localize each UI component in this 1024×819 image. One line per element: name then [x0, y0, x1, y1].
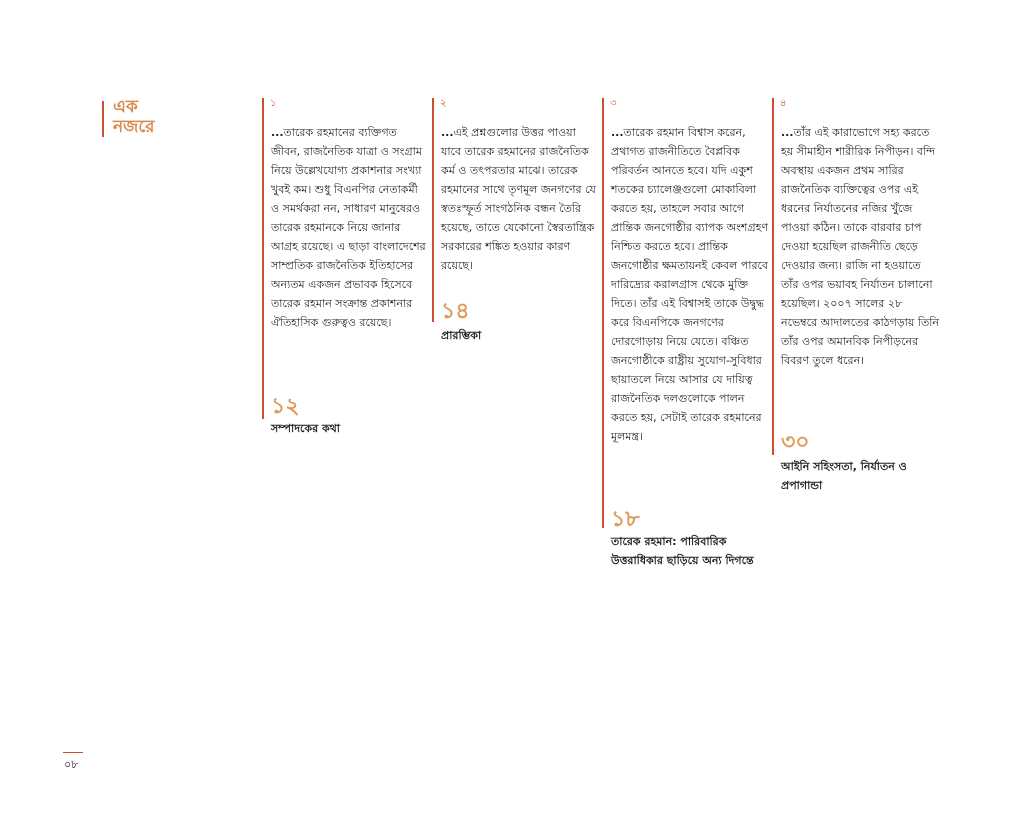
column-excerpt: [271, 123, 429, 332]
excerpt-ellipsis: ...: [441, 126, 454, 139]
column-number: ৩: [610, 98, 617, 109]
column-excerpt: [781, 123, 939, 370]
excerpt-text: এই প্রশ্নগুলোর উত্তর পাওয়া যাবে তারেক রহমানের রাজনৈতিক কর্ম ও তৎপরতার মাঝে। তারেক রহমানের সাথে তৃণমূল জনগণের যে স্বতঃস্ফূর্ত সাংগঠনিক বন্ধন তৈরি হয়েছে, তাতে যেকোনো স্বৈরতান্ত্রিক সরকারের শঙ্কিত হওয়ার কারণ রয়েছে।: [441, 126, 596, 272]
excerpt-ellipsis: ...: [781, 126, 794, 139]
chapter-title-link[interactable]: প্রারম্ভিকা: [441, 329, 482, 342]
page-ref-accent-bar: [262, 395, 264, 419]
footer-accent-line: [63, 752, 83, 753]
column-number: ১: [270, 98, 277, 109]
section-heading-title: [113, 97, 155, 137]
column-excerpt: [441, 123, 599, 275]
column-accent-bar: [432, 98, 434, 322]
page-reference-number[interactable]: ৩০: [781, 430, 810, 455]
page-reference-number[interactable]: ১২: [271, 394, 300, 419]
excerpt-text: তারেক রহমান বিশ্বাস করেন, প্রথাগত রাজনীতিতে বৈপ্লবিক পরিবর্তন আনতে হবে। যদি একুশ শতকের চ্যালেঞ্জগুলো মোকাবিলা করতে হয়, তাহলে সবার আগে প্রান্তিক জনগোষ্ঠীর ব্যাপক অংশগ্রহণ নিশ্চিত করতে হবে। প্রান্তিক জনগোষ্ঠীর ক্ষমতায়নই কেবল পারবে দারিদ্র্যের করালগ্রাস থেকে মুক্তি দিতে। তাঁর এই বিশ্বাসই তাকে উদ্বুদ্ধ করে বিএনপিকে জনগণের দোরগোড়ায় নিয়ে যেতে। বঞ্চিত জনগোষ্ঠীকে রাষ্ট্রীয় সুযোগ-সুবিধার ছায়াতলে নিয়ে আসার যে দায়িত্ব রাজনৈতিক দলগুলোকে পালন করতে হয়, সেটাই তারেক রহমানের মূলমন্ত্র।: [611, 126, 769, 443]
chapter-title-link[interactable]: তারেক রহমান: পারিবারিক উত্তরাধিকার ছাড়িয়ে অন্য দিগন্তে: [611, 535, 754, 567]
column-accent-bar: [602, 98, 604, 528]
column-accent-bar: [772, 98, 774, 455]
heading-line-1: এক: [113, 97, 138, 117]
heading-accent-bar: [102, 101, 104, 137]
column-excerpt: [611, 123, 769, 446]
column-accent-bar: [262, 98, 264, 398]
page-reference-number[interactable]: ১৪: [441, 299, 470, 324]
page-reference-number[interactable]: ১৮: [611, 507, 640, 532]
column-number: ৪: [780, 98, 787, 109]
excerpt-text: তারেক রহমানের ব্যক্তিগত জীবন, রাজনৈতিক যাত্রা ও সংগ্রাম নিয়ে উল্লেখযোগ্য প্রকাশনার সংখ্যা খুবই কম। শুধু বিএনপির নেতাকর্মী ও সমর্থকরা নন, সাধারণ মানুষেরও তারেক রহমানকে নিয়ে জানার আগ্রহ রয়েছে। এ ছাড়া বাংলাদেশের সাম্প্রতিক রাজনৈতিক ইতিহাসের অন্যতম একজন প্রভাবক হিসেবে তারেক রহমান সংক্রান্ত প্রকাশনার ঐতিহাসিক গুরুত্বও রয়েছে।: [271, 126, 426, 329]
heading-line-2: নজরে: [113, 117, 155, 137]
column-number: ২: [440, 98, 447, 109]
excerpt-ellipsis: ...: [271, 126, 284, 139]
excerpt-text: তাঁর এই কারাভোগে সহ্য করতে হয় সীমাহীন শারীরিক নিপীড়ন। বন্দি অবস্থায় একজন প্রথম সারির রাজনৈতিক ব্যক্তিত্বের ওপর এই ধরনের নির্যাতনের নজির খুঁজে পাওয়া কঠিন। তাকে বারবার চাপ দেওয়া হয়েছিল রাজনীতি ছেড়ে দেওয়ার জন্য। রাজি না হওয়াতে তাঁর ওপর ভয়াবহ নির্যাতন চালানো হয়েছিল। ২০০৭ সালের ২৮ নভেম্বরে আদালতের কাঠগড়ায় তিনি তাঁর ওপর অমানবিক নিপীড়নের বিবরণ তুলে ধরেন।: [781, 126, 939, 367]
excerpt-ellipsis: ...: [611, 126, 624, 139]
folio-page-number: ০৮: [64, 758, 79, 771]
chapter-title-link[interactable]: আইনি সহিংসতা, নির্যাতন ও প্রপাগান্ডা: [781, 460, 907, 492]
section-heading: [102, 97, 155, 137]
chapter-title-link[interactable]: সম্পাদকের কথা: [271, 422, 340, 435]
